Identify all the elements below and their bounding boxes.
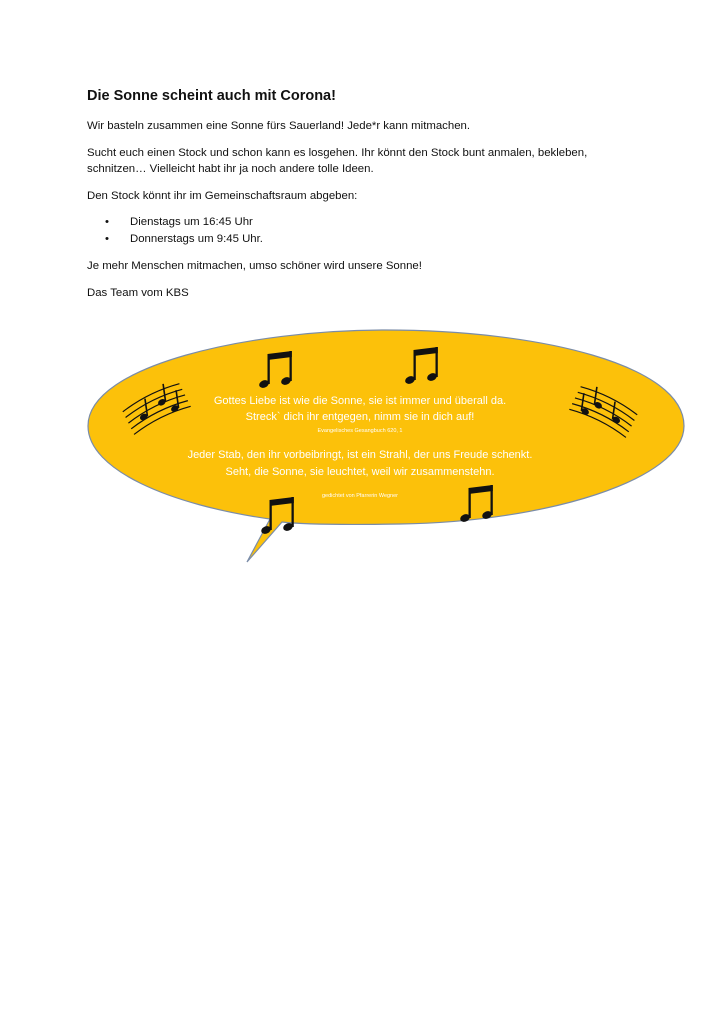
bullet-icon: • xyxy=(105,216,109,228)
signature: Das Team vom KBS xyxy=(87,286,189,299)
dropoff-intro: Den Stock könnt ihr im Gemeinschaftsraum abgeben: xyxy=(87,189,358,202)
closing-text: Je mehr Menschen mitmachen, umso schöner wird unsere Sonne! xyxy=(87,260,422,272)
list-item: • Dienstags um 16:45 Uhr xyxy=(87,214,647,231)
verse-line-4: Seht, die Sonne, sie leuchtet, weil wir zusammenstehn. xyxy=(225,466,495,478)
instructions-text: Sucht euch einen Stock und schon kann es losgehen. Ihr könnt den Stock bunt anmalen, bekleben, schnitzen… Vielleicht habt ihr ja noch andere tolle Ideen. xyxy=(87,146,588,175)
verse-line-2: Streck` dich ihr entgegen, nimm sie in dich auf! xyxy=(245,411,475,423)
speech-bubble-shape xyxy=(88,330,684,562)
page-title: Die Sonne scheint auch mit Corona! xyxy=(87,88,336,104)
verse-line-1: Gottes Liebe ist wie die Sonne, sie ist immer und überall da. xyxy=(213,395,507,407)
bullet-icon: • xyxy=(105,233,109,245)
verse-source: Evangelisches Gesangbuch 620, 1 xyxy=(317,428,403,434)
poem-credit: gedichtet von Pfarrerin Wegner xyxy=(321,493,399,499)
intro-text: Wir basteln zusammen eine Sonne fürs Sauerland! Jede*r kann mitmachen. xyxy=(87,120,471,132)
list-item: • Donnerstags um 9:45 Uhr. xyxy=(87,231,647,248)
verse-line-3: Jeder Stab, den ihr vorbeibringt, ist ein Strahl, der uns Freude schenkt. xyxy=(187,449,533,461)
